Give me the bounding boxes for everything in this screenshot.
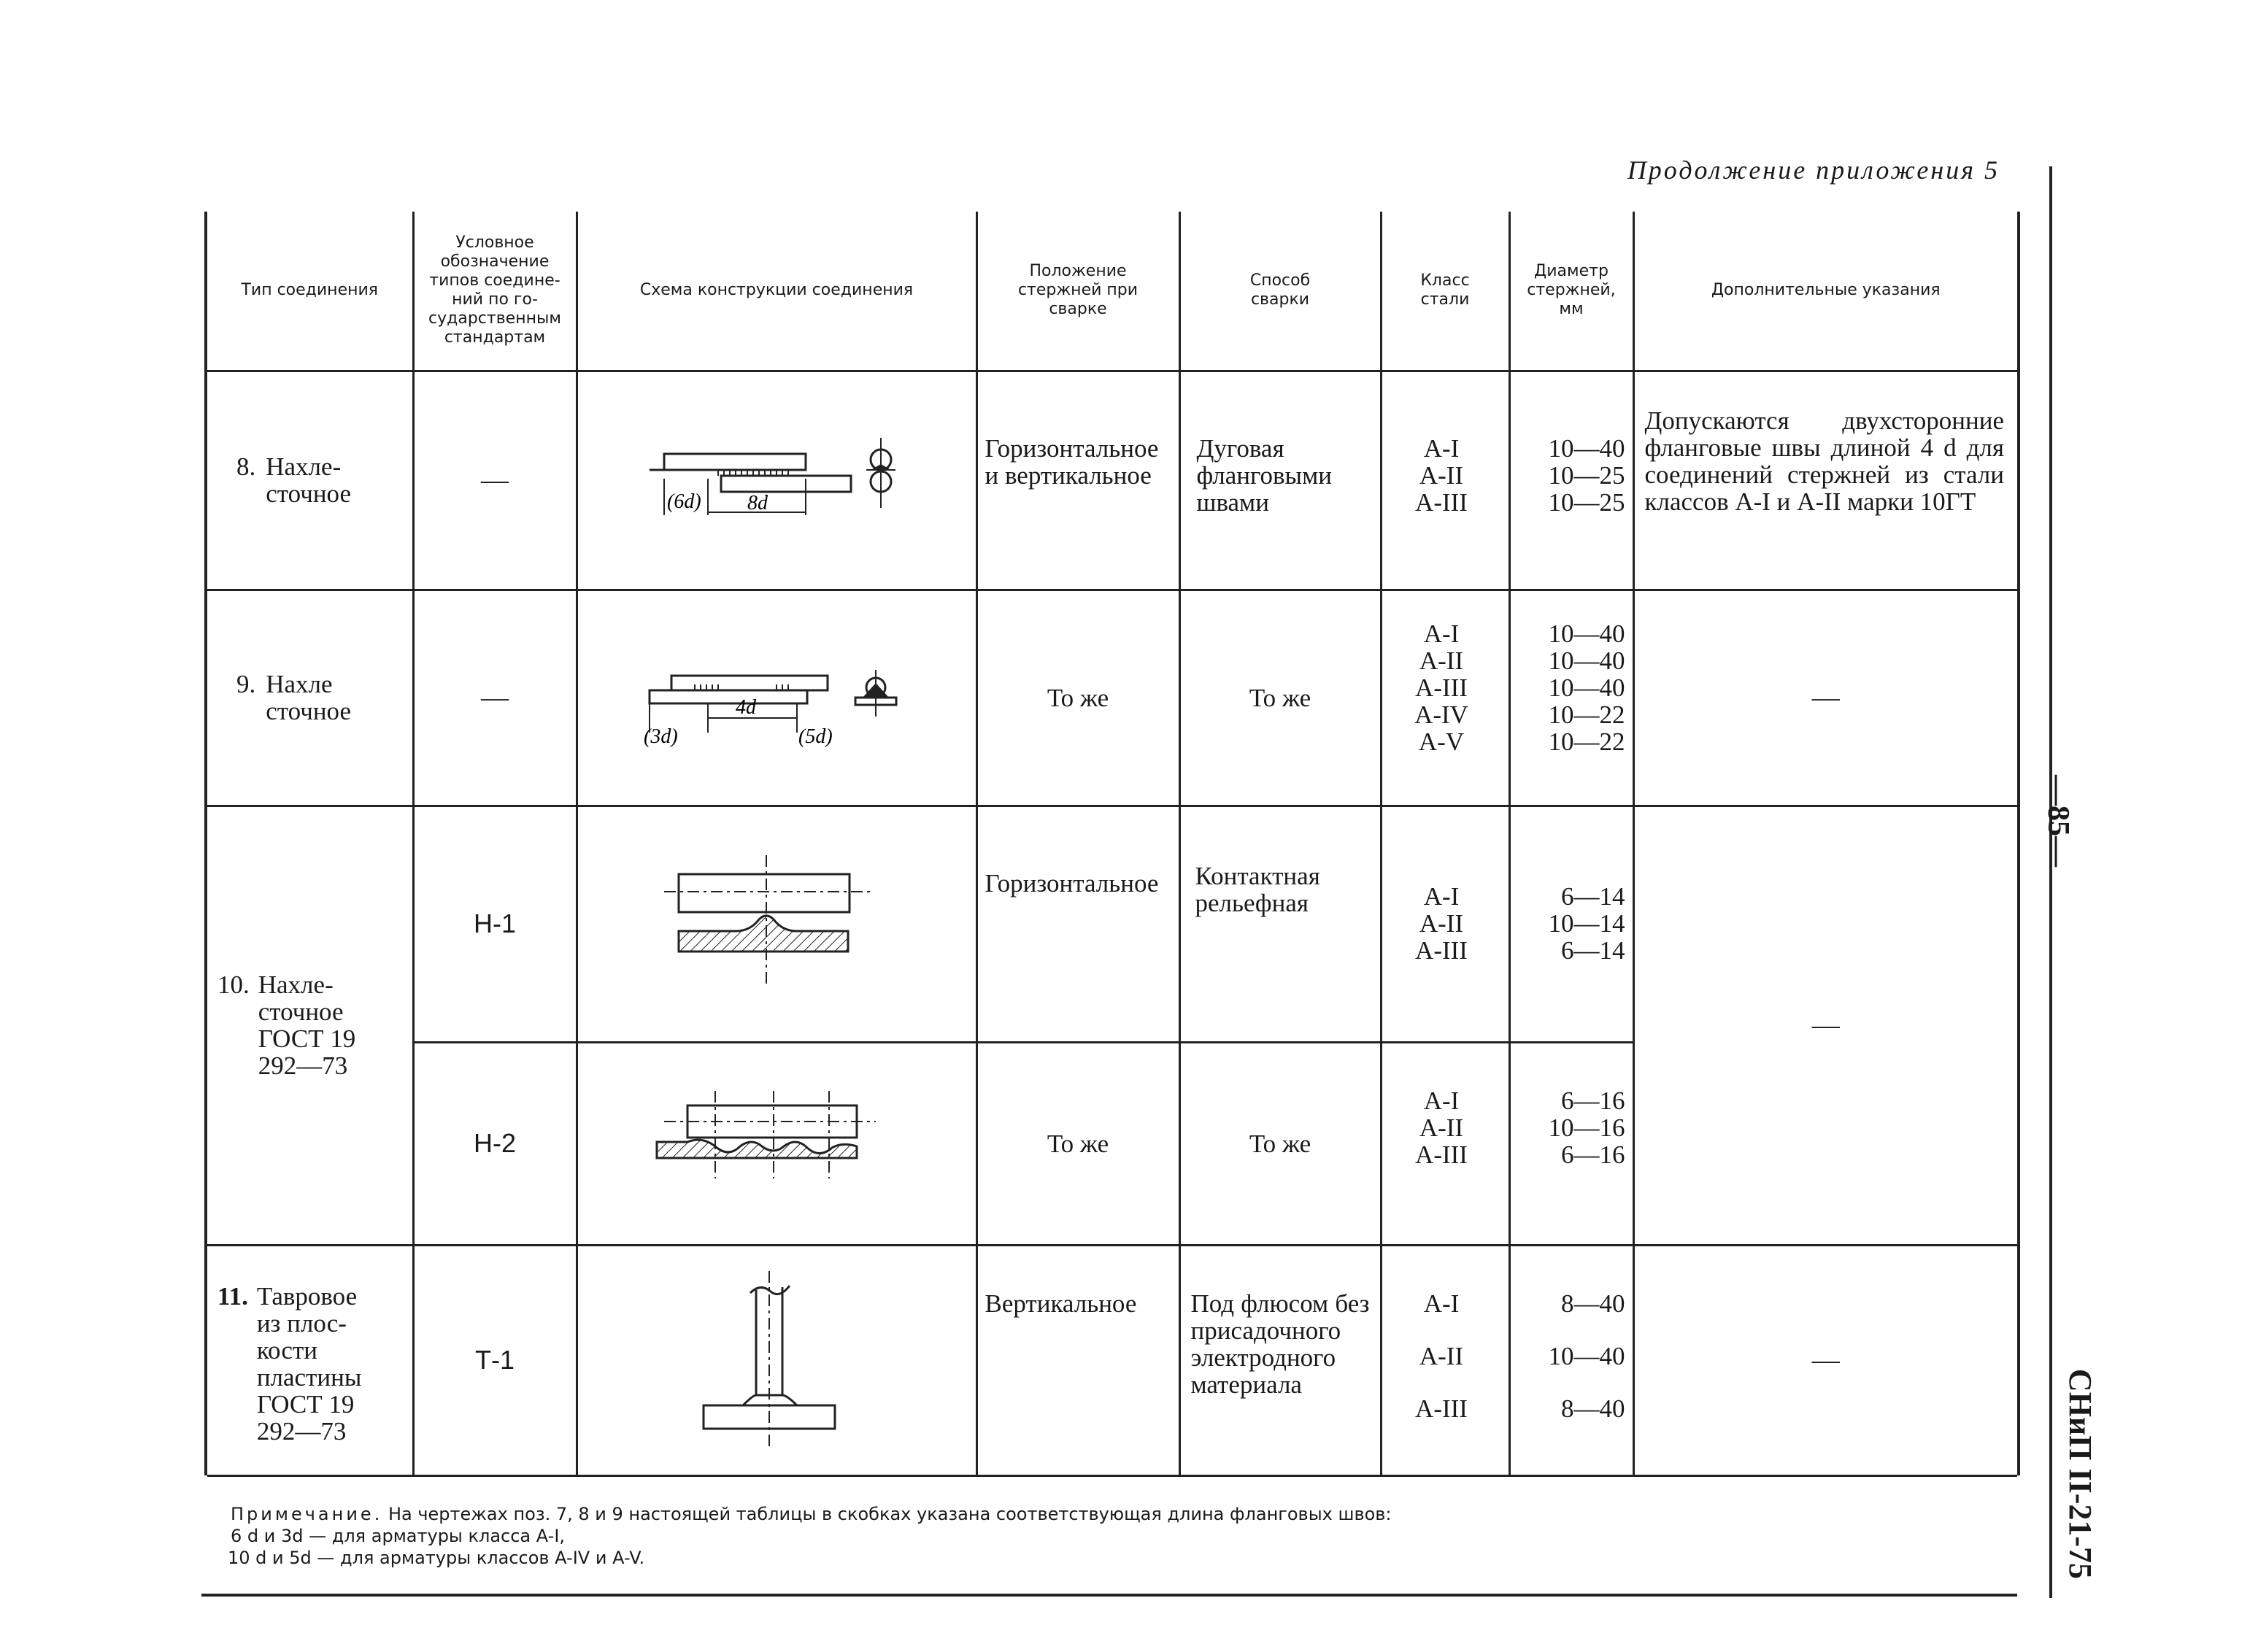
header-notes: Дополнительные указания [1633,212,2017,371]
code-cell: — [413,590,577,806]
footnote-text: На чертежах поз. 7, 8 и 9 настоящей таблицы в скобках указана соответствующая длина фланговых швов: [388,1504,1392,1524]
tee-joint-diagram [585,1264,971,1454]
diameter-value: 10—40 [1548,1341,1625,1370]
scheme-cell [577,806,976,1042]
type-cell [207,1245,413,1475]
method-cell: Дуговая фланговыми швами [1179,371,1381,590]
overlap-length-label: 4d [735,695,756,719]
lap-joint-double-weld-diagram [585,623,971,769]
steel-class-cell: A-I A-II A-III [1381,806,1509,1042]
position-cell: Горизонтальное и вертикальное [976,371,1179,590]
table-row [207,1245,2017,1475]
method-cell: То же [1179,590,1381,806]
diameter-cell: 10—40 10—25 10—25 [1509,371,1633,590]
steel-class-cell: A-I A-II A-III A-IV A-V [1381,590,1509,806]
type-name: Нахлесточное [266,452,352,508]
position-cell: Вертикальное [976,1245,1179,1475]
header-method: Способ сварки [1179,212,1381,371]
steel-class-value: A-I [1423,1289,1460,1318]
notes-cell: Допускаются двухсторонние фланговые швы длиной 4 d для соединений стержней из стали классов A-I и A-II марки 10ГТ [1633,371,2017,590]
diameter-cell [1509,1245,1633,1475]
weld-length-label-left: (3d) [643,725,678,748]
footnote-label: Примечание. [231,1504,383,1524]
type-name: Тавровое из плоскости пластины ГОСТ 19 292—73 [256,1281,362,1446]
header-scheme: Схема конструкции соединения [577,212,976,371]
type-cell [207,371,413,590]
continuation-heading: Продолжение приложения 5 [1627,155,2000,185]
header-steel-class: Класс стали [1381,212,1509,371]
bottom-rule [201,1594,2017,1597]
footnote-line-2: 6 d и 3d — для арматуры класса A-I, [231,1526,566,1546]
table-row [207,371,2017,590]
notes-cell: — [1633,1245,2017,1475]
diameter-value: 8—40 [1561,1394,1625,1423]
position-cell: То же [976,1042,1179,1245]
table-header-row [207,212,2017,371]
steel-class-cell: A-I A-II A-III [1381,1042,1509,1245]
welded-joints-table [207,212,2017,1477]
type-name: Нахле сточное [266,670,352,725]
header-type: Тип соединения [207,212,413,371]
page-number: —85— [2041,775,2075,867]
steel-class-value: A-II [1419,1341,1464,1370]
scheme-cell [577,590,976,806]
scheme-cell [577,371,976,590]
code-cell: Н-1 [413,806,577,1042]
method-cell: То же [1179,1042,1381,1245]
type-cell [207,806,413,1245]
steel-class-cell [1381,1245,1509,1475]
contact-relief-weld-diagram-h1 [585,849,971,995]
table-row [207,590,2017,806]
header-position: Положение стержней при сварке [976,212,1179,371]
scheme-cell [577,1042,976,1245]
notes-cell: — [1633,590,2017,806]
type-number: 9. [236,670,256,698]
scheme-cell [577,1245,976,1475]
diameter-cell: 6—16 10—16 6—16 [1509,1042,1633,1245]
type-cell [207,590,413,806]
type-number: 8. [236,452,256,481]
weld-length-label-right: (5d) [798,725,833,748]
type-name: Нахлесточное ГОСТ 19 292—73 [258,970,356,1080]
header-diameter: Диаметр стержней, мм [1509,212,1633,371]
code-cell: — [413,371,577,590]
type-number: 10. [217,970,250,999]
footnote-line-1 [231,1503,1982,1525]
right-margin-rule [2049,166,2052,1598]
table-footnote [228,1503,1982,1569]
steel-class-value: A-III [1415,1394,1468,1423]
header-code: Условное обозначение типов соединений по государственным стандартам [413,212,577,371]
method-cell: Под флюсом без присадочного электродного материала [1179,1245,1381,1475]
code-cell: Н-2 [413,1042,577,1245]
diameter-cell: 10—40 10—40 10—40 10—22 10—22 [1509,590,1633,806]
position-cell: То же [976,590,1179,806]
document-code: СНиП II-21-75 [2062,1368,2098,1580]
position-cell: Горизонтальное [976,806,1179,1042]
diameter-value: 8—40 [1561,1289,1625,1318]
notes-cell: — [1633,806,2017,1245]
weld-length-label-left: (6d) [666,490,701,513]
method-cell: Контактная рельефная [1179,806,1381,1042]
overlap-length-label: 8d [747,491,768,514]
steel-class-cell: A-I A-II A-III [1381,371,1509,590]
lap-joint-flank-weld-diagram [585,406,971,552]
footnote-line-3: 10 d и 5d — для арматуры классов A-IV и A-V. [228,1548,645,1568]
table-row [207,806,2017,1042]
type-number: 11. [217,1281,248,1311]
contact-relief-weld-diagram-h2 [585,1069,971,1215]
diameter-cell: 6—14 10—14 6—14 [1509,806,1633,1042]
code-cell: Т-1 [413,1245,577,1475]
table-frame [204,212,2020,1475]
